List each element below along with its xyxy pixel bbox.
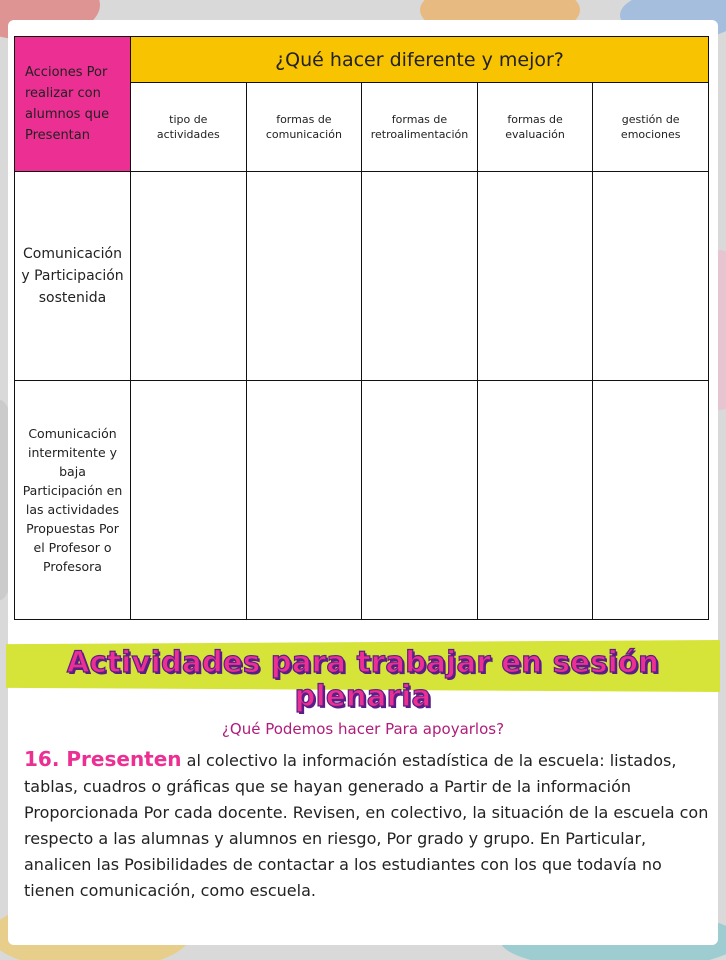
activity-text: al colectivo la información estadística de la escuela: listados, tablas, cuadros o gráficas que se hayan generado a Partir de la información Proporcionada Por cada docente. Revisen, en colectivo, la situación de la escuela con respecto a las alumnas y alumnos en riesgo, Por grado y grupo. En Particular, analicen las Posibilidades de contactar a los estudiantes con los que todavía no tienen comunicación, como escuela. (24, 751, 709, 900)
table-cell[interactable] (593, 381, 709, 620)
table-header-title: ¿Qué hacer diferente y mejor? (275, 48, 564, 71)
activity-paragraph (24, 746, 714, 904)
table-cell[interactable] (362, 172, 478, 381)
column-header-label: gestión de emociones (620, 113, 681, 141)
row-label-cell (15, 172, 131, 381)
corner-label-cell (15, 37, 131, 172)
section-banner-title: Actividades para trabajar en sesión plenaria (66, 645, 660, 713)
column-header-label: formas de evaluación (505, 113, 565, 141)
table-cell[interactable] (362, 381, 478, 620)
column-header-label: formas de retroalimentación (370, 113, 469, 141)
table-cell[interactable] (477, 172, 593, 381)
column-header (131, 83, 247, 172)
table-cell[interactable] (246, 381, 362, 620)
column-header-label: formas de comunicación (265, 113, 342, 141)
column-header (593, 83, 709, 172)
table-cell[interactable] (131, 172, 247, 381)
table-cell[interactable] (593, 172, 709, 381)
table-cell[interactable] (477, 381, 593, 620)
activity-number: 16. Presenten (24, 747, 182, 771)
column-header-label: tipo de actividades (156, 113, 220, 141)
column-header (246, 83, 362, 172)
section-question: ¿Qué Podemos hacer Para apoyarlos? (221, 720, 505, 738)
table-header (131, 37, 709, 83)
column-header (477, 83, 593, 172)
row-label-cell (15, 381, 131, 620)
table-cell[interactable] (131, 381, 247, 620)
row-label: Comunicación intermitente y baja Participación en las actividades Propuestas Por el Profesor o Profesora (22, 426, 123, 574)
corner-label: Acciones Por realizar con alumnos que Presentan (25, 65, 110, 143)
column-header (362, 83, 478, 172)
row-label: Comunicación y Participación sostenida (21, 246, 124, 306)
table-row (15, 172, 709, 381)
table-cell[interactable] (246, 172, 362, 381)
actions-table (14, 36, 709, 620)
table-row (15, 381, 709, 620)
